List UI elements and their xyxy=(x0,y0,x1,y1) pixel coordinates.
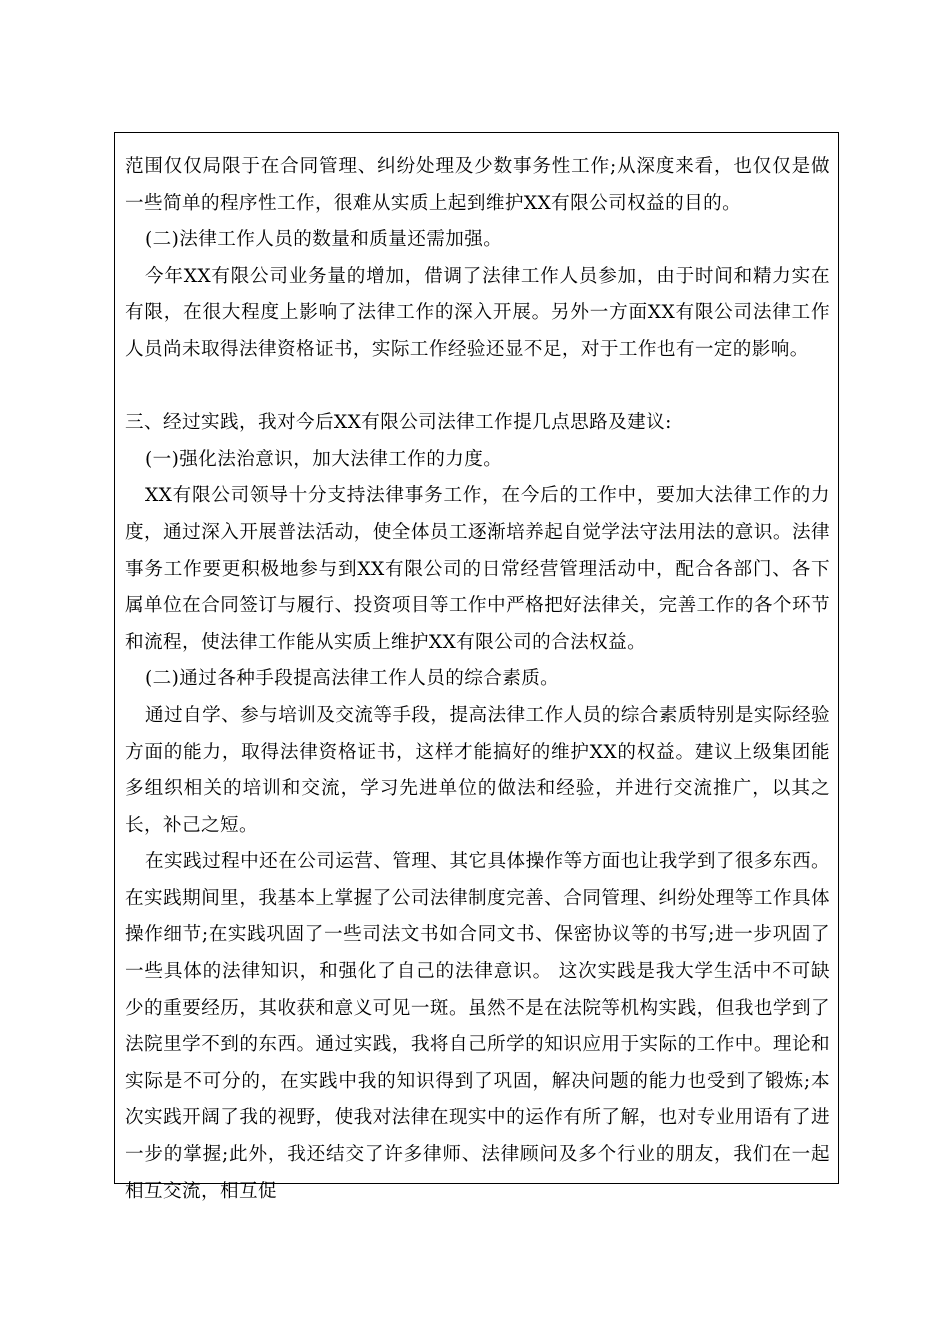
section-heading-suggestions: 三、经过实践，我对今后XX有限公司法律工作提几点思路及建议: xyxy=(125,412,672,434)
document-frame xyxy=(114,132,839,1202)
paragraph-scope-limitation: 范围仅仅局限于在合同管理、纠纷处理及少数事务性工作;从深度来看，也仅仅是做一些简单的程序性工作，很难从实质上起到维护XX有限公司权益的目的。 xyxy=(125,156,830,214)
paragraph-legal-awareness: XX有限公司领导十分支持法律事务工作，在今后的工作中，要加大法律工作的力度，通过深入开展普法活动，使全体员工逐渐培养起自觉学法守法用法的意识。法律事务工作要更积极地参与到XX有限公司的日常经营管理活动中，配合各部门、各下属单位在合同签订与履行、投资项目等工作中严格把好法律关，完善工作的各个环节和流程，使法律工作能从实质上维护XX有限公司的合法权益。 xyxy=(125,485,830,653)
heading-legal-awareness: (一)强化法治意识，加大法律工作的力度。 xyxy=(145,448,503,470)
paragraph-staff-shortage: 今年XX有限公司业务量的增加，借调了法律工作人员参加，由于时间和精力实在有限，在很大程度上影响了法律工作的深入开展。另外一方面XX有限公司法律工作人员尚未取得法律资格证书，实际工作经验还显不足，对于工作也有一定的影响。 xyxy=(125,265,830,360)
paragraph-spacer xyxy=(125,369,830,406)
heading-staff-training: (二)通过各种手段提高法律工作人员的综合素质。 xyxy=(145,668,560,690)
paragraph-practice-reflection: 在实践过程中还在公司运营、管理、其它具体操作等方面也让我学到了很多东西。在实践期间里，我基本上掌握了公司法律制度完善、合同管理、纠纷处理等工作具体操作细节;在实践巩固了一些司法文书如合同文书、保密协议等的书写;进一步巩固了一些具体的法律知识，和强化了自己的法律意识。 这次实践是我大学生活中不可缺少的重要经历，其收获和意义可见一斑。虽然不是在法院等机构实践，但我也学到了法院里学不到的东西。通过实践，我将自己所学的知识应用于实际的工作中。理论和实际是不可分的，在实践中我的知识得到了巩固，解决问题的能力也受到了锻炼;本次实践开阔了我的视野，使我对法律在现实中的运作有所了解，也对专业用语有了进一步的掌握;此外，我还结交了许多律师、法律顾问及多个行业的朋友，我们在一起相互交流，相互促 xyxy=(125,851,830,1202)
paragraph-staff-training: 通过自学、参与培训及交流等手段，提高法律工作人员的综合素质特别是实际经验方面的能力，取得法律资格证书，这样才能搞好的维护XX的权益。建议上级集团能多组织相关的培训和交流，学习先进单位的做法和经验，并进行交流推广，以其之长，补己之短。 xyxy=(125,704,830,836)
heading-staff-quality: (二)法律工作人员的数量和质量还需加强。 xyxy=(145,229,503,251)
